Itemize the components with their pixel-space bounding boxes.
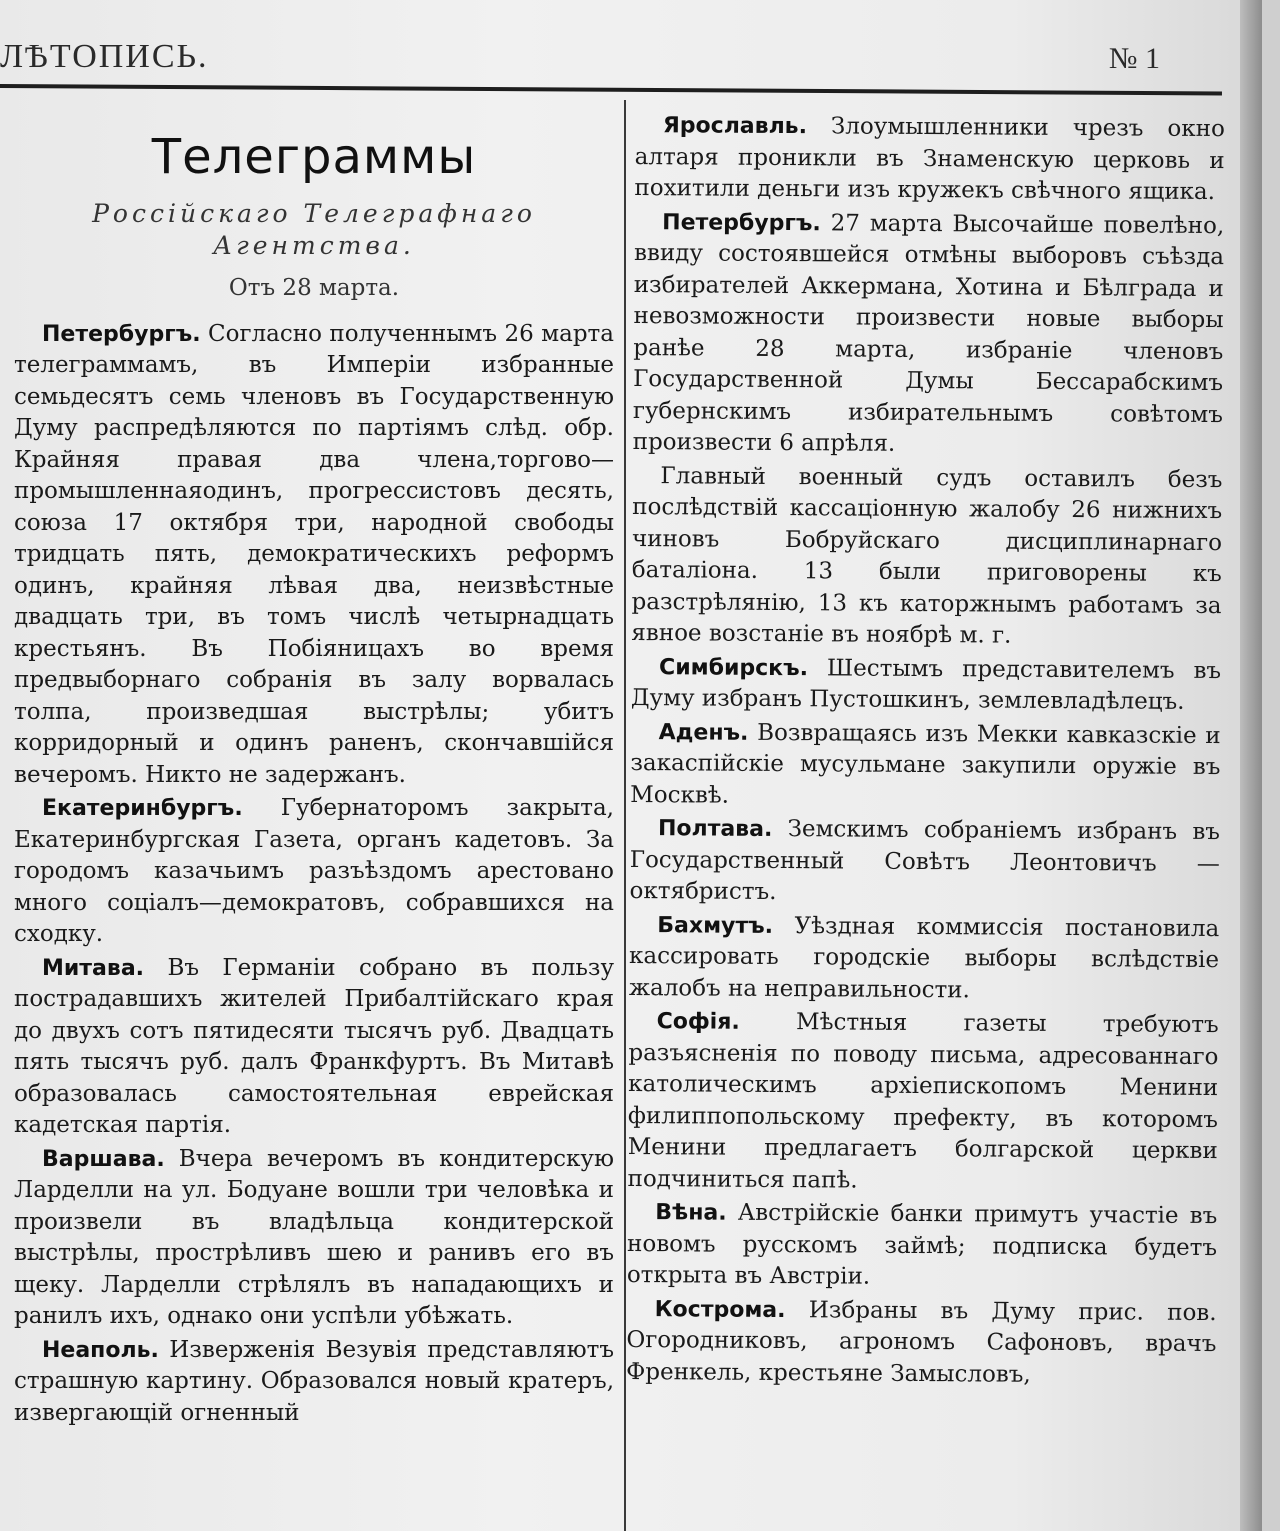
telegram-city: Митава. bbox=[42, 955, 145, 981]
telegram-item bbox=[14, 953, 614, 1142]
telegram-text: Избраны въ Думу прис. пов. Огородниковъ, агрономъ Сафоновъ, врачъ Френкель, крестьяне Замысловъ, bbox=[626, 1296, 1217, 1388]
section-heading: Телеграммы bbox=[151, 129, 477, 185]
left-items bbox=[14, 319, 614, 1430]
issue-number: № 1 bbox=[1108, 42, 1160, 75]
telegram-item bbox=[14, 793, 614, 951]
telegram-text: Изверженія Везувія представляютъ страшную картину. Образовался новый кратеръ, извергающій огненный bbox=[14, 1336, 614, 1426]
right-items bbox=[626, 110, 1225, 1392]
telegram-item bbox=[626, 1293, 1217, 1392]
left-column bbox=[14, 110, 614, 1531]
telegram-text: 27 марта Высочайше повелѣно, ввиду состоявшейся отмѣны выборовъ съѣзда избирателей Аккермана, Хотина и Бѣлграда и невозможности произвести новые выборы ранѣе 28 марта, избраніе членовъ Государственной Думы Бессарабскимъ губернскимъ избирательнымъ совѣтомъ произвести 6 апрѣля. bbox=[632, 209, 1225, 457]
telegram-item bbox=[14, 1144, 614, 1333]
telegram-text: Мѣстныя газеты требуютъ разъясненія по поводу письма, адресованнаго католическимъ архіепископомъ Менини филиппопольскому префекту, въ которомъ Менини предлагаетъ болгарской церкви подчиниться папѣ. bbox=[627, 1008, 1219, 1194]
telegram-text: Губернаторомъ закрыта, Екатеринбургская Газета, органъ кадетовъ. За городомъ казачьимъ разъѣздомъ арестовано много соціалъ—демократовъ, собравшихся на сходку. bbox=[14, 795, 614, 947]
telegram-city: Петербургъ. bbox=[42, 321, 201, 347]
page-edge bbox=[1240, 0, 1262, 1531]
telegram-item bbox=[634, 110, 1225, 209]
telegram-text: Главный военный судъ оставилъ безъ послѣдствій кассаціонную жалобу 26 нижнихъ чиновъ Бобруйскаго дисциплинарнаго баталіона. 13 были приговорены къ разстрѣлянію, 13 къ каторжнымъ работамъ за явное возстаніе въ ноябрѣ м. г. bbox=[631, 462, 1223, 649]
dateline: Отъ 28 марта. bbox=[228, 275, 400, 301]
telegram-item bbox=[631, 651, 1221, 718]
telegram-city: Бахмутъ. bbox=[657, 912, 774, 939]
newspaper-title: ЛѢТОПИСЬ. bbox=[0, 38, 209, 75]
telegram-item bbox=[627, 1006, 1218, 1199]
telegram-city: Аденъ. bbox=[658, 719, 749, 746]
telegram-city: Вѣна. bbox=[655, 1200, 727, 1226]
telegram-item bbox=[631, 460, 1222, 653]
telegram-city: Екатеринбургъ. bbox=[42, 796, 243, 821]
section-subheading: Россійскаго Телеграфнаго Агентства. bbox=[92, 199, 536, 260]
telegram-text: Шестымъ представителемъ въ Думу избранъ Пустошкинъ, землевладѣлецъ. bbox=[630, 654, 1222, 715]
right-column bbox=[625, 110, 1225, 1531]
telegram-city: Ярославль. bbox=[662, 113, 808, 140]
telegram-city: Варшава. bbox=[42, 1146, 165, 1172]
telegram-text: Возвращаясь изъ Мекки кавказскіе и закаспійскіе мусульмане закупили оружіе въ Москвѣ. bbox=[630, 719, 1221, 809]
telegram-city: Полтава. bbox=[657, 816, 773, 842]
telegram-item bbox=[629, 813, 1220, 912]
telegram-text: Земскимъ собраніемъ избранъ въ Государственный Совѣтъ Леонтовичъ —октябристъ. bbox=[629, 815, 1221, 906]
telegram-text: Уѣздная коммиссія постановила кассировать городскіе выборы вслѣдствіе жалобъ на неправильности. bbox=[628, 912, 1220, 1003]
telegram-city: Петербургъ. bbox=[662, 209, 821, 236]
telegram-item bbox=[14, 1335, 614, 1430]
telegram-city: Симбирскъ. bbox=[659, 654, 809, 681]
telegram-text: Австрійскіе банки примутъ участіе въ новомъ русскомъ займѣ; подписка будетъ открыта въ Австріи. bbox=[626, 1199, 1218, 1290]
telegram-item bbox=[627, 1197, 1218, 1296]
telegram-city: Неаполь. bbox=[42, 1337, 159, 1363]
telegram-city: Кострома. bbox=[654, 1296, 786, 1323]
telegram-city: Софія. bbox=[656, 1009, 740, 1035]
telegram-item bbox=[630, 716, 1221, 815]
telegram-item bbox=[629, 909, 1220, 1008]
telegram-text: Въ Германіи собрано въ пользу пострадавшихъ жителей Прибалтійскаго края до двухъ сотъ пятидесяти тысячъ руб. Двадцать пять тысячъ руб. далъ Франкфуртъ. Въ Митавѣ образовалась самостоятельная еврейская кадетская партія. bbox=[14, 954, 614, 1138]
telegram-item bbox=[14, 319, 614, 792]
telegram-text: Злоумышленники чрезъ окно алтаря проникли въ Знаменскую церковь и похитили деньги изъ кружекъ свѣчного ящика. bbox=[634, 113, 1225, 206]
telegram-item bbox=[633, 206, 1225, 462]
telegram-text: Согласно полученнымъ 26 марта телеграммамъ, въ Имперіи избранные семьдесятъ семь членовъ въ Государственную Думу распредѣляются по партіямъ слѣд. обр. Крайняя правая два члена,торгово—промышленнаяодинъ, прогрессистовъ десять, союза 17 октября три, народной свободы тридцать пять, демократическихъ реформъ одинъ, крайняя лѣвая два, неизвѣстные двадцать три, въ томъ числѣ четырнадцать крестьянъ. Въ Побіяницахъ во время предвыборнаго собранія въ залу ворвалась толпа, произведшая выстрѣлы; убитъ корридорный и одинъ раненъ, скончавшійся вечеромъ. Никто не задержанъ. bbox=[14, 320, 614, 788]
telegram-text: Вчера вечеромъ въ кондитерскую Ларделли на ул. Бодуане вошли три человѣка и произвели въ владѣльца кондитерской выстрѣлы, прострѣливъ шею и ранивъ его въ щеку. Ларделли стрѣлялъ въ нападающихъ и ранилъ ихъ, однако они успѣли убѣжать. bbox=[14, 1145, 614, 1329]
